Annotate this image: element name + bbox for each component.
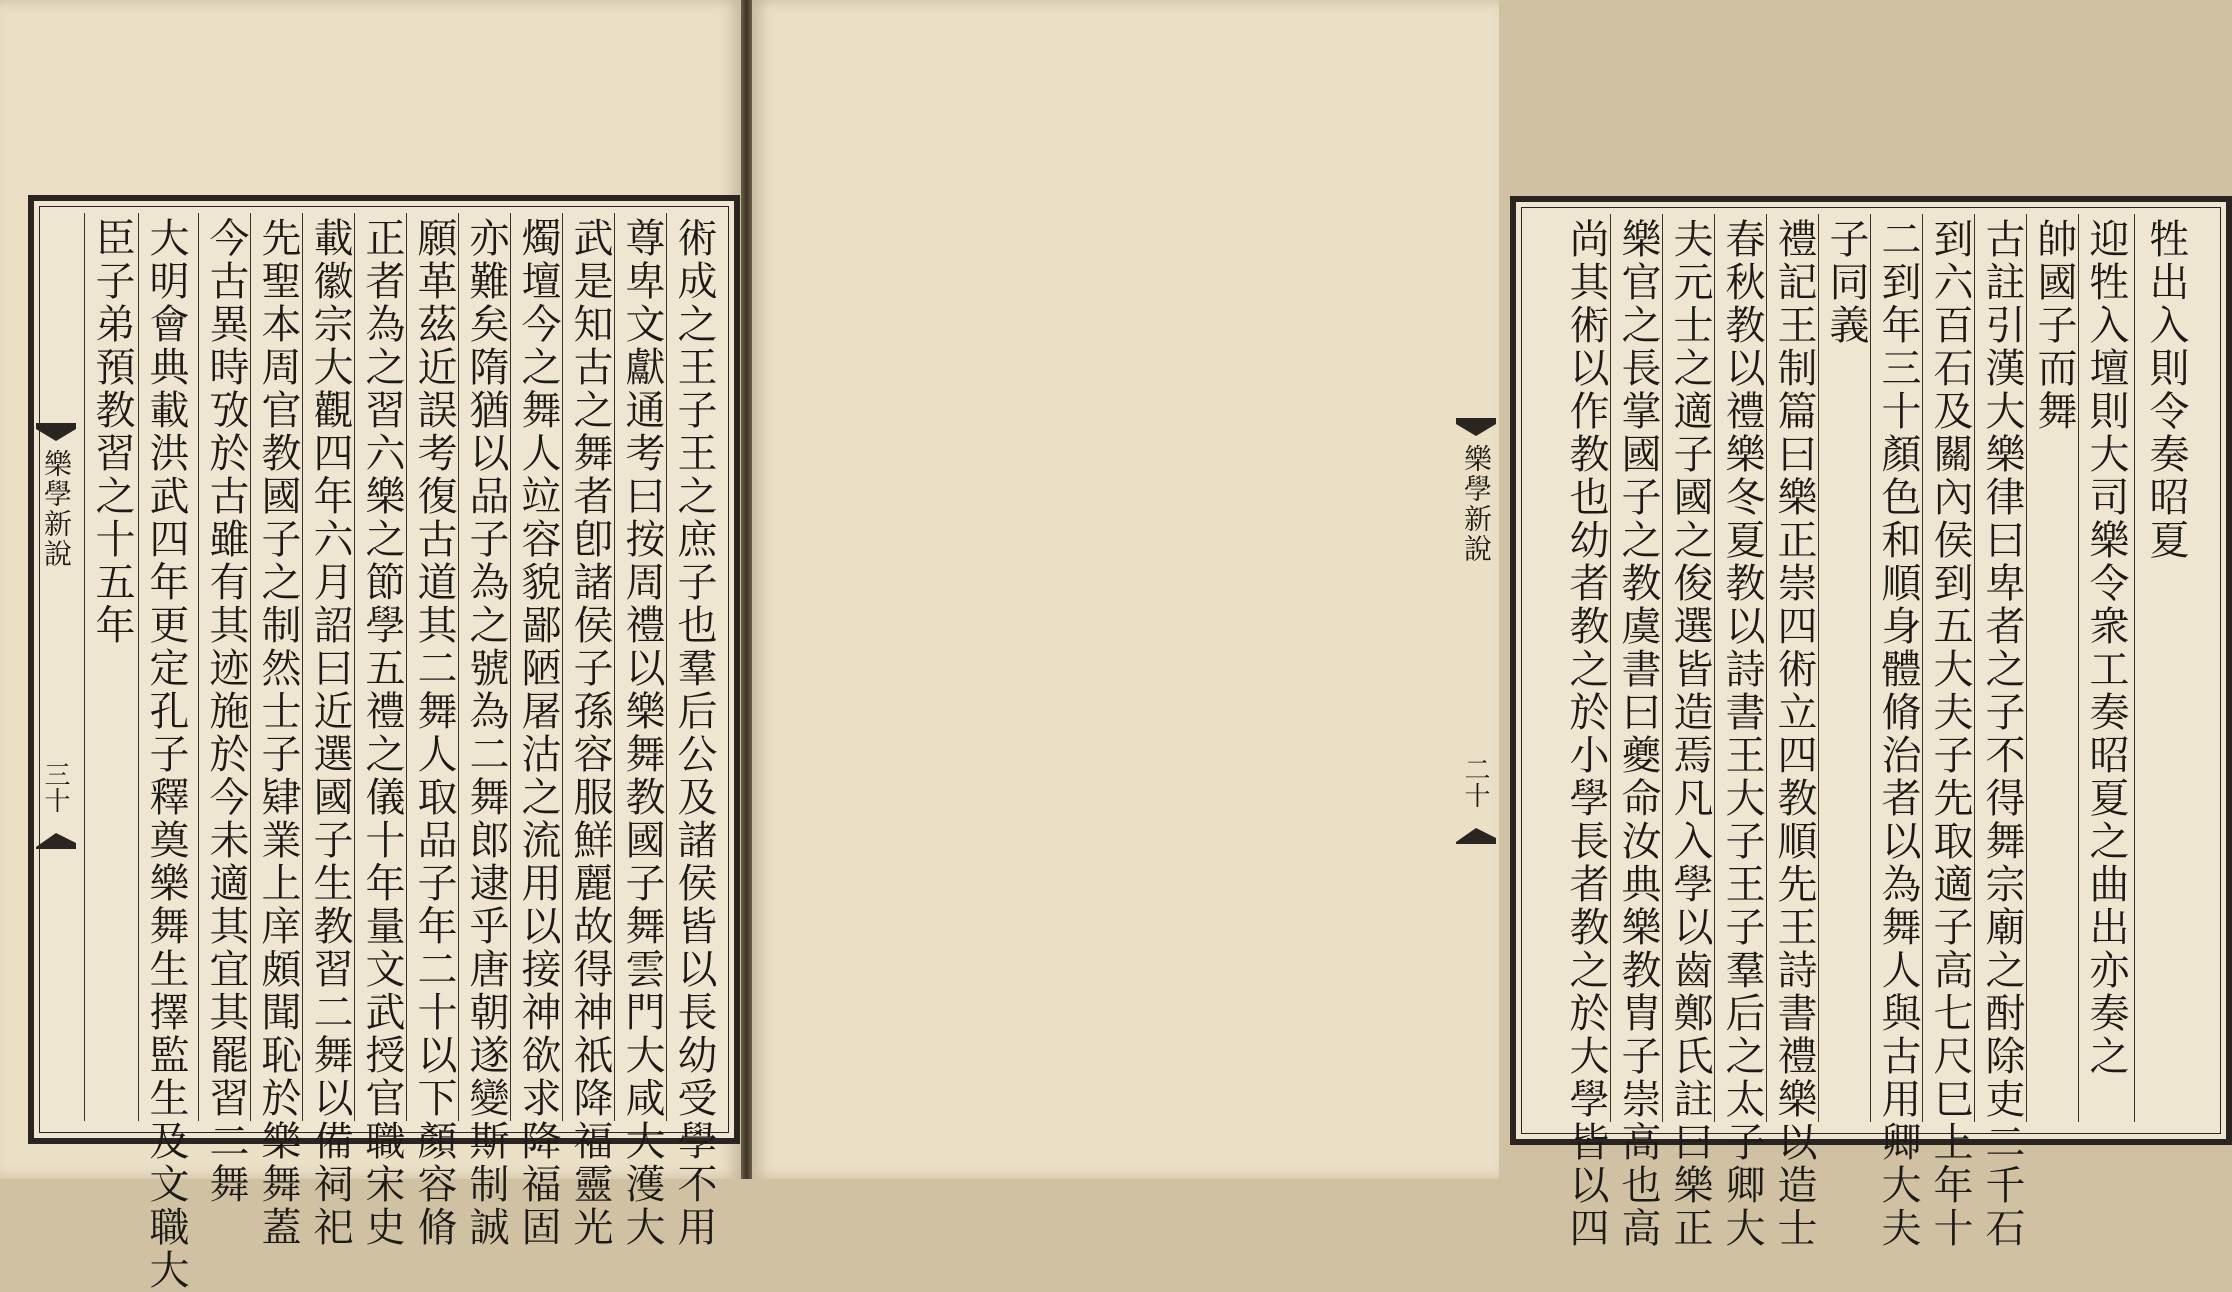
text-column: 帥國子而舞	[2031, 218, 2077, 433]
text-column: 夫元士之適子國之俊選皆造焉凡入學以齒鄭氏註曰樂正	[1667, 218, 1713, 1250]
text-column: 術成之王子王之庶子也羣后公及諸侯皆以長幼受學不用	[671, 217, 717, 1249]
text-column: 春秋教以禮樂冬夏教以詩書王大子王子羣后之太子卿大	[1719, 218, 1765, 1250]
text-column: 正者為之習六樂之節學五禮之儀十年量文武授官職宋史	[359, 217, 405, 1249]
book-gutter	[741, 0, 752, 1179]
fish-tail-icon	[1456, 824, 1496, 844]
text-column: 大明會典載洪武四年更定孔子釋奠樂舞生擇監生及文職大	[143, 217, 189, 1292]
text-column: 臣子弟預教習之十五年	[89, 217, 135, 647]
right-leaf	[752, 0, 2189, 1250]
text-column: 樂官之長掌國子之教虞書曰夔命汝典樂教胄子崇高也高	[1615, 218, 1661, 1250]
banxin-title: 樂學新說	[40, 449, 73, 569]
text-column: 先聖本周官教國子之制然士子肄業上庠頗聞恥於樂舞蓋	[255, 217, 301, 1249]
text-column: 載徽宗大觀四年六月詔曰近選國子生教習二舞以備祠祀	[307, 217, 353, 1249]
left-leaf	[0, 0, 741, 1292]
page-number: 三十	[40, 761, 70, 813]
text-column: 尊卑文獻通考曰按周禮以樂舞教國子舞雲門大咸大濩大	[619, 217, 665, 1249]
fish-tail-icon	[1456, 418, 1496, 438]
text-column: 子同義	[1823, 218, 1869, 347]
left-text-frame	[28, 195, 740, 1292]
text-column: 今古異時攷於古雖有其迹施於今未適其宜其罷習二舞	[203, 217, 249, 1206]
banxin-title: 樂學新說	[1460, 444, 1493, 564]
text-column: 尚其術以作教也幼者教之於小學長者教之於大學皆以四	[1563, 218, 1609, 1250]
page-number: 二十	[1460, 756, 1490, 808]
text-column: 武是知古之舞者卽諸侯子孫容服鮮麗故得神祇降福靈光	[567, 217, 613, 1249]
text-column: 燭壇今之舞人竝容貌鄙陋屠沽之流用以接神欲求降福固	[515, 217, 561, 1249]
text-column: 亦難矣隋猶以品子為之號為二舞郎逮乎唐朝遂變斯制誠	[463, 217, 509, 1249]
fish-tail-icon	[36, 829, 76, 849]
text-column: 牲出入則令奏昭夏	[2143, 218, 2189, 562]
text-column: 願革茲近誤考復古道其二舞人取品子年二十以下顏容脩	[411, 217, 457, 1249]
text-column: 禮記王制篇曰樂正崇四術立四教順先王詩書禮樂以造士	[1771, 218, 1817, 1250]
text-column: 二到年三十顏色和順身體脩治者以為舞人與古用卿大夫	[1875, 218, 1921, 1250]
right-text-frame	[1510, 196, 2232, 1250]
fish-tail-icon	[36, 423, 76, 443]
left-banxin	[32, 201, 82, 1138]
right-banxin	[1452, 196, 1502, 1133]
text-column: 迎牲入壇則大司樂令衆工奏昭夏之曲出亦奏之	[2083, 218, 2129, 1078]
text-column: 到六百石及關內侯到五大夫子先取適子高七尺巳上年十	[1927, 218, 1973, 1250]
text-column: 古註引漢大樂律曰卑者之子不得舞宗廟之酎除吏二千石	[1979, 218, 2025, 1250]
